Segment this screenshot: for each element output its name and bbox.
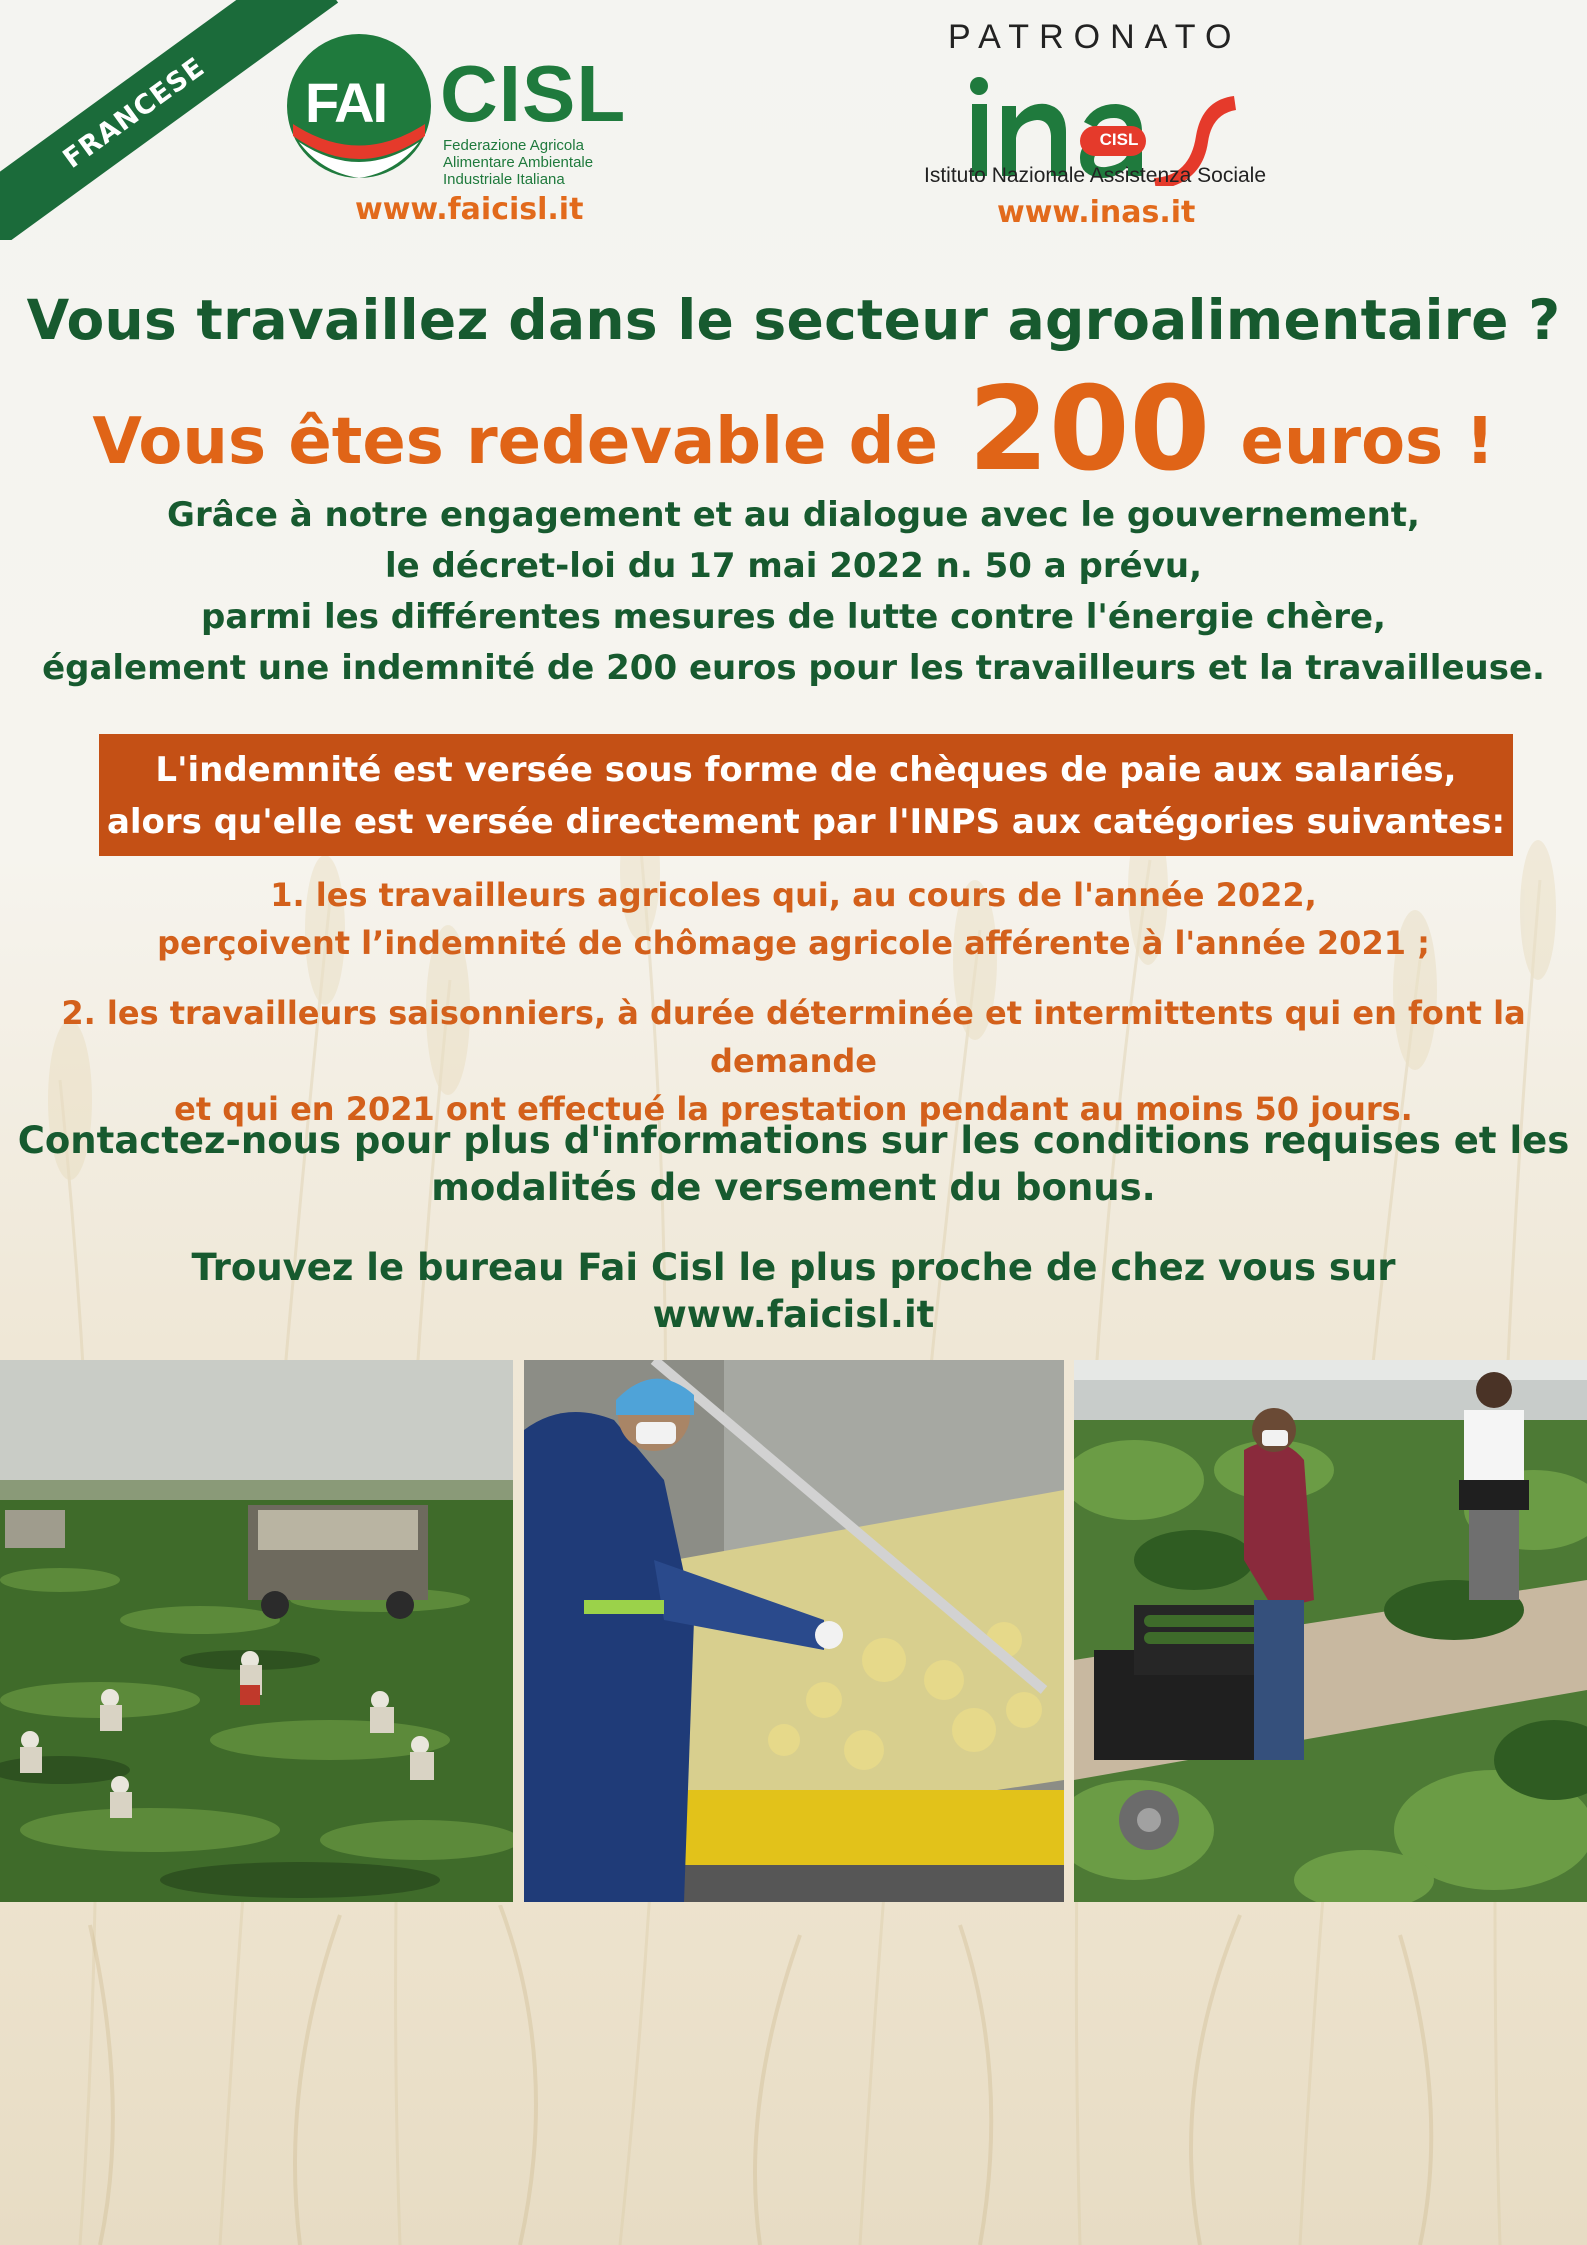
list-item bbox=[0, 989, 1587, 1133]
photo-field-harvest bbox=[0, 1360, 513, 1902]
list-item-line: perçoivent l’indemnité de chômage agricole afférente à l'année 2021 ; bbox=[157, 924, 1430, 962]
banner-line: alors qu'elle est versée directement par l'INPS aux catégories suivantes: bbox=[106, 802, 1506, 842]
intro-line: le décret-loi du 17 mai 2022 n. 50 a prévu, bbox=[385, 546, 1202, 586]
photo-food-processing bbox=[524, 1360, 1064, 1902]
fai-cisl-logo bbox=[285, 30, 645, 188]
fai-website-link[interactable]: www.faicisl.it bbox=[355, 192, 584, 227]
field-harvest-image bbox=[0, 1360, 513, 1902]
banner-line: L'indemnité est versée sous forme de chèques de paie aux salariés, bbox=[155, 750, 1457, 790]
claim-before: Vous êtes redevable de bbox=[92, 405, 938, 479]
patronato-label: PATRONATO bbox=[948, 18, 1242, 56]
inas-badge-text: CISL bbox=[1099, 130, 1139, 149]
ribbon-label: FRANCESE bbox=[57, 51, 211, 175]
list-item bbox=[0, 871, 1587, 967]
list-item-line: 1. les travailleurs agricoles qui, au cours de l'année 2022, bbox=[270, 876, 1317, 914]
claim-after: euros ! bbox=[1240, 405, 1495, 479]
fai-subtitle-line: Alimentare Ambientale bbox=[443, 154, 594, 171]
inas-website-link[interactable]: www.inas.it bbox=[997, 195, 1196, 230]
headline-claim bbox=[0, 362, 1587, 497]
claim-amount: 200 bbox=[968, 362, 1211, 497]
office-website-link[interactable]: www.faicisl.it bbox=[652, 1293, 935, 1336]
wheat-bottom-background bbox=[0, 1905, 1587, 2245]
courgette-harvest-image bbox=[1074, 1360, 1587, 1902]
cisl-wordmark: CISL bbox=[440, 49, 627, 138]
fai-subtitle bbox=[443, 137, 593, 188]
fai-subtitle-line: Industriale Italiana bbox=[443, 171, 565, 188]
contact-line: modalités de versement du bonus. bbox=[431, 1166, 1156, 1209]
contact-line: Contactez-nous pour plus d'informations sur les conditions requises et les bbox=[17, 1119, 1570, 1162]
fai-mark-text: FAI bbox=[305, 71, 387, 134]
intro-paragraph bbox=[0, 490, 1587, 694]
food-processing-image bbox=[524, 1360, 1064, 1902]
office-line: Trouvez le bureau Fai Cisl le plus proche de chez vous sur bbox=[191, 1246, 1396, 1289]
inas-subtitle: Istituto Nazionale Assistenza Sociale bbox=[924, 164, 1267, 187]
intro-line: également une indemnité de 200 euros pour les travailleurs et la travailleuse. bbox=[42, 648, 1545, 688]
list-item-line: 2. les travailleurs saisonniers, à durée déterminée et intermittents qui en font la demande bbox=[61, 994, 1526, 1080]
intro-line: Grâce à notre engagement et au dialogue avec le gouvernement, bbox=[167, 495, 1420, 535]
list-item-line: et qui en 2021 ont effectué la prestation pendant au moins 50 jours. bbox=[174, 1090, 1413, 1128]
office-finder bbox=[0, 1244, 1587, 1338]
headline-question: Vous travaillez dans le secteur agroalimentaire ? bbox=[26, 288, 1561, 352]
fai-subtitle-line: Federazione Agricola bbox=[443, 137, 584, 154]
contact-paragraph bbox=[0, 1117, 1587, 1211]
intro-line: parmi les différentes mesures de lutte contre l'énergie chère, bbox=[201, 597, 1386, 637]
photo-courgette-harvest bbox=[1074, 1360, 1587, 1902]
payment-banner bbox=[99, 734, 1513, 856]
